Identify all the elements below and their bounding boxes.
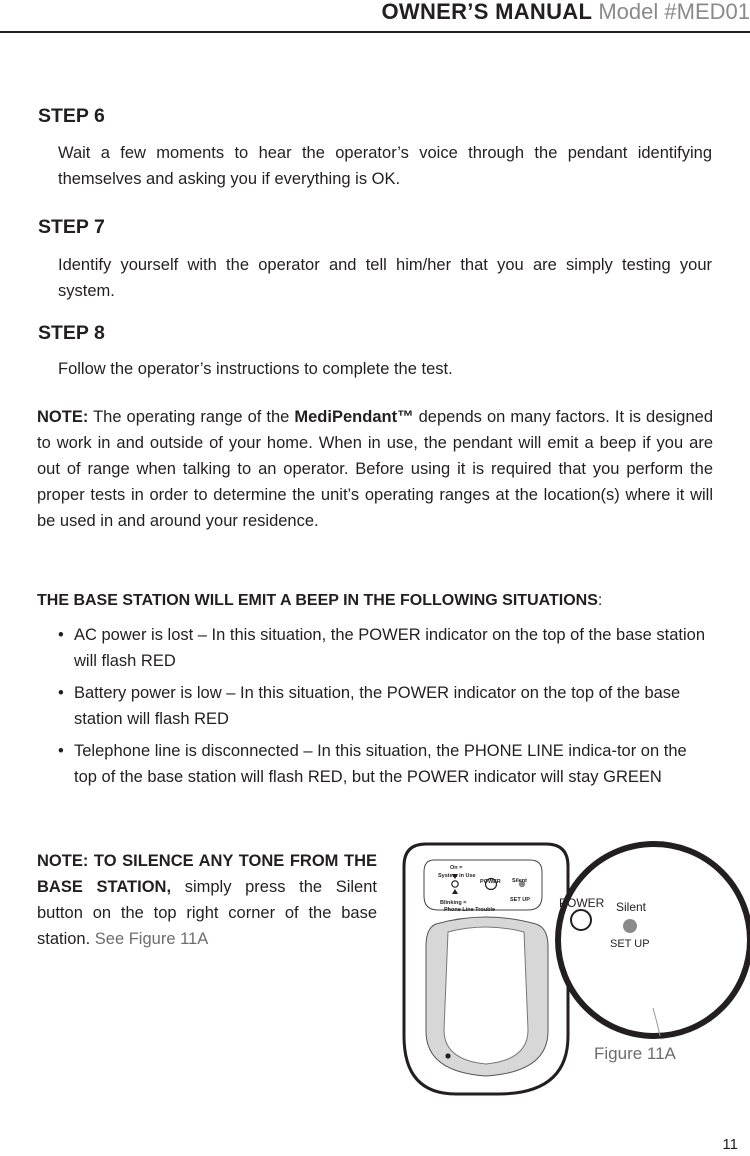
figure-reference: See Figure 11A xyxy=(90,930,209,948)
zoom-power-label: POWER xyxy=(559,896,605,910)
note-silence xyxy=(37,848,377,952)
system-indicator-icon xyxy=(452,881,458,887)
note-operating-range xyxy=(37,404,713,534)
base-station-illustration xyxy=(398,836,750,1106)
zoom-circle xyxy=(558,844,750,1036)
page-header xyxy=(381,0,750,30)
cradle-inner xyxy=(444,927,528,1064)
figure-11a xyxy=(398,836,750,1106)
brand-name: MediPendant™ xyxy=(294,408,414,426)
header-rule xyxy=(0,31,750,33)
list-item: • Telephone line is disconnected – In this situation, the PHONE LINE indica-tor on the top of the base station will flash RED, but the POWER indicator will stay GREEN xyxy=(58,738,712,790)
zoom-setup-label: SET UP xyxy=(610,938,650,950)
figure-caption: Figure 11A xyxy=(594,1044,676,1063)
note2-label: NOTE: xyxy=(37,852,94,870)
beep-situations-list xyxy=(58,622,712,796)
list-item: • Battery power is low – In this situation, the POWER indicator on the top of the base station will flash RED xyxy=(58,680,712,732)
zoom-silent-label: Silent xyxy=(616,900,647,914)
page-number: 11 xyxy=(722,1136,738,1153)
step-8-text: Follow the operator’s instructions to complete the test. xyxy=(58,360,453,378)
step-7-heading: STEP 7 xyxy=(38,216,105,238)
panel-trouble-label: Phone Line Trouble xyxy=(444,907,496,913)
header-model: Model #MED01 xyxy=(598,0,750,24)
note2-bold: TO SILENCE ANY TONE FROM THE BASE STATION, xyxy=(37,852,377,896)
note2-text: simply press the Silent button on the top right corner of the base station. xyxy=(37,878,377,948)
panel-blinking-label: Blinking = xyxy=(440,900,467,906)
step-6-heading: STEP 6 xyxy=(38,105,105,127)
panel-system-label: System in Use xyxy=(438,873,476,879)
panel-setup-label: SET UP xyxy=(510,897,530,903)
step-6-text: Wait a few moments to hear the operator’s voice through the pendant identifying themselves and asking you if everything is OK. xyxy=(58,144,712,188)
bottom-dot-icon xyxy=(445,1053,450,1058)
panel-silent-label: Silent xyxy=(512,878,527,884)
beep-heading-colon: : xyxy=(597,592,603,609)
panel-power-label: POWER xyxy=(480,879,501,885)
note-text-post: depends on many factors. It is designed to work in and outside of your home. When in use, the pendant will emit a beep if you are out of range when talking to an operator. Before using it is required that you perform the proper tests in order to determine the unit’s operating ranges at the location(s) where it will be used in and around your residence. xyxy=(37,408,713,530)
zoom-silent-button-icon xyxy=(623,919,637,933)
step-8-heading: STEP 8 xyxy=(38,322,105,344)
note-text-pre: The operating range of the xyxy=(88,408,295,426)
panel-on-label: On = xyxy=(450,865,463,871)
beep-section-heading xyxy=(37,592,602,610)
step-7-text: Identify yourself with the operator and tell him/her that you are simply testing your system. xyxy=(58,256,712,300)
beep-heading-text: THE BASE STATION WILL EMIT A BEEP IN THE FOLLOWING SITUATIONS xyxy=(37,592,598,609)
list-item: • AC power is lost – In this situation, the POWER indicator on the top of the base station will flash RED xyxy=(58,622,712,674)
note-label: NOTE: xyxy=(37,408,89,426)
zoom-power-button-icon xyxy=(571,910,591,930)
header-title: OWNER’S MANUAL xyxy=(381,0,593,24)
